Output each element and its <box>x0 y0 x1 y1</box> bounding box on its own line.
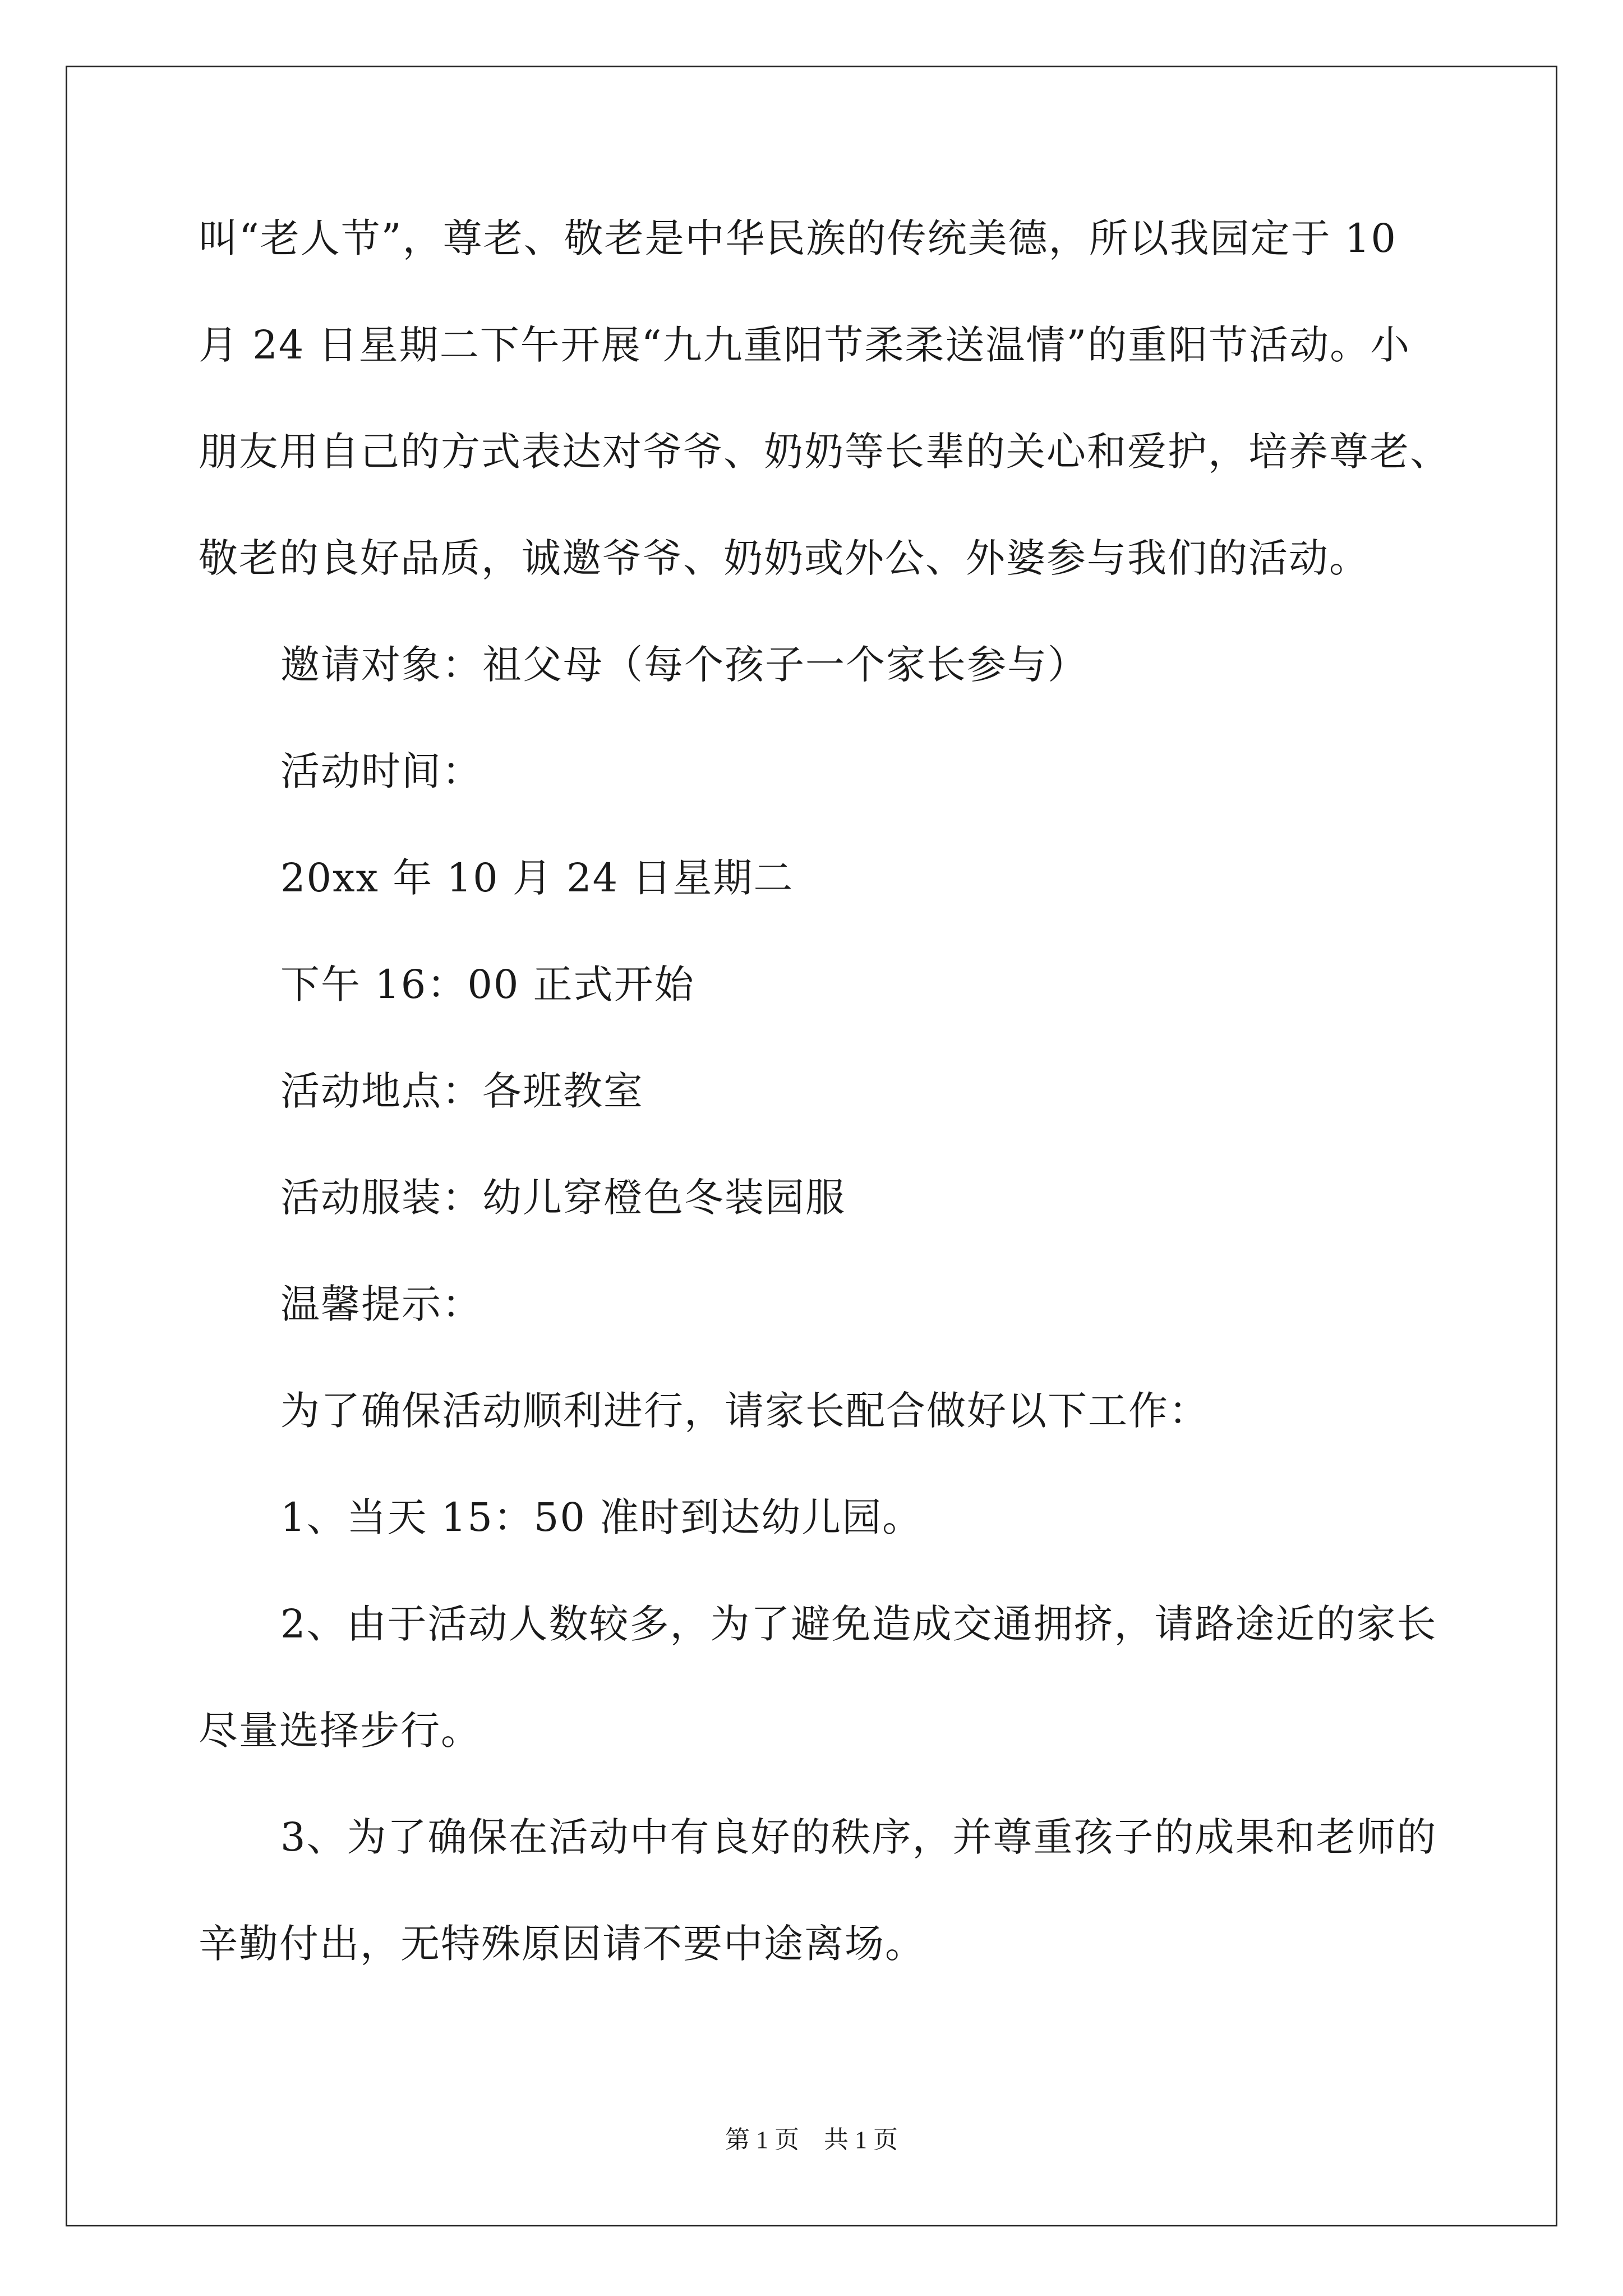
dress-code-line: 活动服装：幼儿穿橙色冬装园服 <box>280 1175 846 1221</box>
tip-item-2: 2、由于活动人数较多，为了避免造成交通拥挤，请路途近的家长 <box>280 1601 1437 1647</box>
date-line: 20xx 年 10 月 24 日星期二 <box>280 855 794 901</box>
start-time-line: 下午 16：00 正式开始 <box>280 961 695 1007</box>
paragraph-line: 敬老的良好品质，诚邀爷爷、奶奶或外公、外婆参与我们的活动。 <box>199 535 1370 581</box>
time-heading: 活动时间： <box>280 748 482 794</box>
paragraph-line: 月 24 日星期二下午开展“九九重阳节柔柔送温情”的重阳节活动。小 <box>199 322 1411 368</box>
invitee-line: 邀请对象：祖父母（每个孩子一个家长参与） <box>280 642 1088 688</box>
tip-item-3: 3、为了确保在活动中有良好的秩序，并尊重孩子的成果和老师的 <box>280 1814 1437 1860</box>
paragraph-line: 叫“老人节”，尊老、敬老是中华民族的传统美德，所以我园定于 10 <box>199 215 1397 261</box>
tips-heading: 温馨提示： <box>280 1281 482 1327</box>
location-line: 活动地点：各班教室 <box>280 1068 644 1114</box>
tip-item-2-continued: 尽量选择步行。 <box>199 1708 481 1754</box>
paragraph-line: 朋友用自己的方式表达对爷爷、奶奶等长辈的关心和爱护，培养尊老、 <box>199 429 1450 475</box>
tip-item-3-continued: 辛勤付出，无特殊原因请不要中途离场。 <box>199 1921 925 1967</box>
page-number-footer: 第 1 页 共 1 页 <box>725 2126 898 2154</box>
tip-item-1: 1、当天 15：50 准时到达幼儿园。 <box>280 1494 923 1540</box>
page-border <box>66 66 1557 2226</box>
tips-intro-line: 为了确保活动顺利进行，请家长配合做好以下工作： <box>280 1388 1209 1434</box>
